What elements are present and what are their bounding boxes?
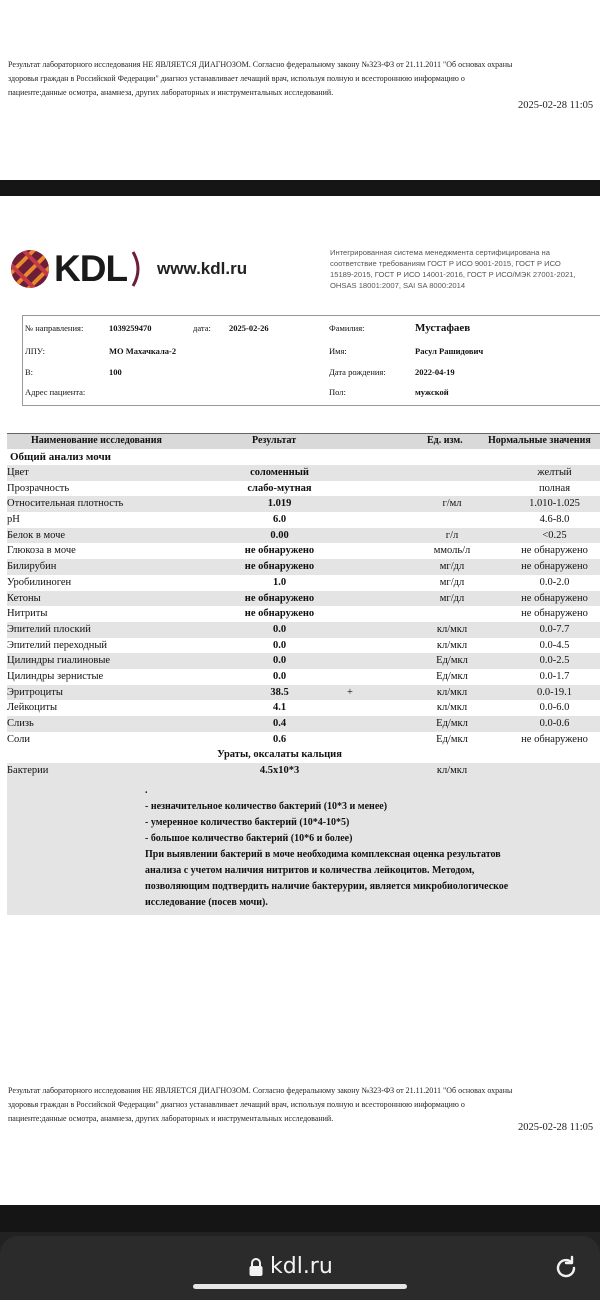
note-item: - умеренное количество бактерий (10*4-10*5) (145, 816, 350, 828)
row-name: Эпителий переходный (7, 639, 108, 651)
row-unit: кл/мкл (436, 639, 468, 651)
table-row (7, 512, 600, 528)
row-result: 4.5x10*3 (259, 765, 300, 777)
table-row (7, 528, 600, 544)
date-label: дата: (193, 323, 211, 333)
row-norm: 0.0-6.0 (539, 702, 570, 714)
row-name: Бактерии (7, 765, 49, 777)
table-row (7, 606, 600, 622)
row-unit: кл/мкл (436, 702, 468, 714)
surname-value: Мустафаев (415, 322, 471, 334)
row-unit: кл/мкл (436, 765, 468, 777)
row-name: Кетоны (7, 592, 41, 604)
row-unit: г/мл (442, 498, 462, 510)
row-norm: не обнаружено (521, 592, 588, 604)
lock-icon (248, 1257, 264, 1277)
row-norm: 0.0-0.6 (539, 718, 570, 729)
row-name: Нитриты (7, 608, 48, 620)
table-row (7, 638, 600, 654)
row-result: 4.1 (272, 702, 287, 714)
table-row (7, 763, 600, 779)
row-norm: желтый (537, 467, 572, 478)
dob-label: Дата рождения: (329, 367, 386, 377)
row-name: Соли (7, 733, 30, 745)
page-separator (0, 1205, 600, 1235)
row-result: соломенный (250, 467, 309, 478)
row-name: Прозрачность (7, 482, 70, 494)
table-row (7, 543, 600, 559)
row-name: Цилиндры гиалиновые (7, 655, 111, 667)
brand-name: KDL (54, 248, 128, 289)
row-unit: Ед/мкл (436, 733, 468, 745)
row-result: не обнаружено (244, 545, 315, 557)
row-result: не обнаружено (244, 561, 315, 573)
row-result: 1.019 (267, 498, 292, 510)
row-norm: 0.0-4.5 (539, 639, 570, 651)
cert-line: Интегрированная система менеджмента сертифицирована на (330, 248, 550, 257)
note-text-line: позволяющим подтвердить наличие бактерурии, является микробиологическое (145, 880, 509, 892)
print-timestamp: 2025-02-28 11:05 (518, 100, 594, 111)
row-result: 0.00 (270, 529, 289, 541)
row-norm: 0.0-2.5 (539, 655, 570, 667)
disclaimer-line: Результат лабораторного исследования НЕ ЯВЛЯЕТСЯ ДИАГНОЗОМ. Согласно федеральному закону №323-ФЗ от 21.11.2011 "Об основах охраны (8, 1086, 513, 1095)
row-name: Глюкоза в моче (7, 545, 76, 557)
row-unit: Ед/мкл (436, 655, 468, 667)
home-indicator[interactable] (193, 1284, 407, 1289)
row-norm: не обнаружено (521, 545, 588, 557)
row-result: 0.6 (272, 733, 287, 745)
row-result: 0.0 (272, 639, 287, 651)
bacteria-note (7, 779, 600, 915)
table-row (7, 685, 600, 701)
table-row (7, 496, 600, 512)
row-unit: ммоль/л (433, 545, 471, 557)
note-text-line: При выявлении бактерий в моче необходима комплексная оценка результатов (145, 848, 501, 860)
row-norm: не обнаружено (521, 608, 588, 620)
row-result: Ураты, оксалаты кальция (217, 749, 342, 761)
row-result: 0.0 (272, 623, 287, 635)
row-unit: Ед/мкл (436, 670, 468, 682)
row-norm: 0.0-2.0 (539, 576, 570, 588)
row-result: 1.0 (272, 576, 287, 588)
row-unit: мг/дл (439, 576, 465, 588)
col-header-result: Результат (252, 435, 297, 446)
row-norm: 0.0-1.7 (539, 670, 570, 682)
row-name: Уробилиноген (7, 576, 72, 588)
v-label: В: (25, 367, 34, 377)
disclaimer-top (8, 58, 600, 100)
row-result: 38.5 (270, 686, 289, 698)
sex-value: мужской (415, 387, 449, 397)
patient-info-box (22, 315, 600, 406)
row-name: Эритроциты (7, 686, 63, 698)
cert-line: соответствие требованиям ГОСТ Р ИСО 9001-2015, ГОСТ Р ИСО (330, 259, 561, 268)
row-norm: 0.0-19.1 (537, 686, 572, 698)
row-name: Билирубин (7, 561, 57, 573)
table-row (7, 747, 600, 763)
disclaimer-line: пациенте:данные осмотра, анамнеза, других лабораторных и инструментальных исследований. (8, 88, 334, 97)
row-name: Слизь (7, 718, 34, 729)
table-row (7, 653, 600, 669)
row-name: pH (7, 514, 20, 526)
url-text[interactable]: kdl.ru (270, 1254, 333, 1279)
cert-line: 15189-2015, ГОСТ Р ИСО 14001-2016, ГОСТ Р ИСО/МЭК 27001-2021, (330, 270, 576, 279)
certification-text (330, 247, 600, 291)
row-norm: 1.010-1.025 (529, 498, 580, 510)
kdl-logo-icon (10, 249, 50, 289)
address-label: Адрес пациента: (25, 387, 86, 397)
row-name: Относительная плотность (7, 498, 124, 510)
name-label: Имя: (329, 346, 347, 356)
table-row (7, 559, 600, 575)
row-unit: Ед/мкл (436, 718, 468, 729)
brand-bracket-icon (131, 250, 143, 288)
row-norm: <0.25 (542, 529, 567, 541)
table-row (7, 465, 600, 481)
section-title: Общий анализ мочи (10, 451, 111, 463)
kdl-logo (10, 246, 247, 292)
lpu-label: ЛПУ: (25, 346, 45, 356)
print-timestamp: 2025-02-28 11:05 (518, 1122, 594, 1133)
table-row (7, 716, 600, 732)
reload-icon[interactable] (552, 1254, 580, 1282)
note-item: - большое количество бактерий (10*6 и более) (145, 832, 353, 844)
cert-line: OHSAS 18001:2007, SAI SA 8000:2014 (330, 281, 466, 290)
note-item: - незначительное количество бактерий (10*3 и менее) (145, 800, 388, 812)
col-header-name: Наименование исследования (31, 435, 162, 446)
row-result: 0.4 (272, 718, 287, 729)
row-name: Лейкоциты (7, 702, 58, 714)
table-row (7, 575, 600, 591)
table-row (7, 622, 600, 638)
referral-number: 1039259470 (109, 323, 152, 333)
row-norm: 4.6-8.0 (539, 514, 570, 526)
table-header (7, 433, 600, 449)
brand-url: www.kdl.ru (157, 259, 248, 278)
row-norm: 0.0-7.7 (539, 623, 570, 635)
row-name: Эпителий плоский (7, 623, 91, 635)
row-result: 0.0 (272, 655, 287, 667)
disclaimer-line: пациенте:данные осмотра, анамнеза, других лабораторных и инструментальных исследований. (8, 1114, 334, 1123)
v-value: 100 (109, 367, 122, 377)
address-bar-content[interactable] (248, 1254, 333, 1279)
row-result: слабо-мутная (247, 482, 312, 494)
row-norm: не обнаружено (521, 561, 588, 573)
row-norm: полная (538, 482, 571, 494)
note-text-line: исследование (посев мочи). (145, 896, 268, 908)
referral-date: 2025-02-26 (229, 323, 269, 333)
row-unit: г/л (445, 529, 459, 541)
table-row (7, 700, 600, 716)
disclaimer-bottom (8, 1084, 600, 1126)
disclaimer-line: Результат лабораторного исследования НЕ ЯВЛЯЕТСЯ ДИАГНОЗОМ. Согласно федеральному закону №323-ФЗ от 21.11.2011 "Об основах охраны (8, 60, 513, 69)
referral-label: № направления: (25, 323, 84, 333)
disclaimer-line: здоровья граждан в Российской Федерации" диагноз устанавливает лечащий врач, используя полную и всестороннюю информацию о (8, 1100, 465, 1109)
row-result: не обнаружено (244, 592, 315, 604)
row-result: 6.0 (272, 514, 287, 526)
disclaimer-line: здоровья граждан в Российской Федерации" диагноз устанавливает лечащий врач, используя полную и всестороннюю информацию о (8, 74, 465, 83)
surname-label: Фамилия: (329, 323, 365, 333)
row-unit: мг/дл (439, 561, 465, 573)
row-unit: кл/мкл (436, 623, 468, 635)
results-table (7, 433, 600, 915)
col-header-unit: Ед. изм. (427, 435, 463, 446)
row-unit: кл/мкл (436, 686, 468, 698)
page-separator (0, 180, 600, 196)
row-name: Цилиндры зернистые (7, 670, 104, 682)
row-unit: мг/дл (439, 592, 465, 604)
col-header-norm: Нормальные значения (488, 435, 591, 446)
table-row (7, 732, 600, 748)
name-value: Расул Рашидович (415, 346, 484, 356)
row-norm: не обнаружено (521, 733, 588, 745)
row-flag: + (347, 686, 353, 698)
lpu-value: МО Махачкала-2 (109, 346, 177, 356)
table-row (7, 591, 600, 607)
result-rows (7, 465, 600, 779)
note-dot: . (145, 784, 148, 796)
row-result: 0.0 (272, 670, 287, 682)
table-row (7, 669, 600, 685)
row-result: не обнаружено (244, 608, 315, 620)
row-name: Цвет (7, 467, 29, 478)
note-text-line: анализа с учетом наличия нитритов и количества лейкоцитов. Методом, (145, 864, 475, 876)
sex-label: Пол: (329, 387, 346, 397)
row-name: Белок в моче (7, 529, 66, 541)
dob-value: 2022-04-19 (415, 367, 455, 377)
table-row (7, 481, 600, 497)
